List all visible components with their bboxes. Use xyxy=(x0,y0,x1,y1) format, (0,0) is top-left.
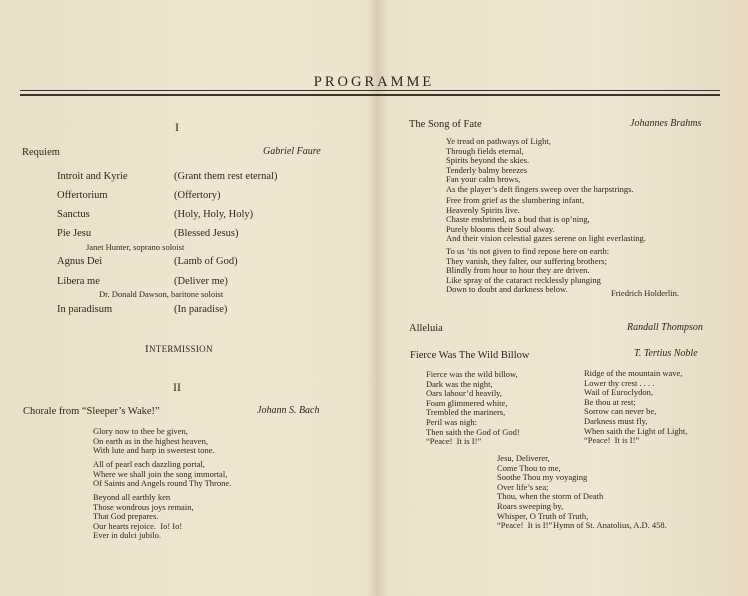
movement-name: In paradisum xyxy=(57,304,113,315)
alleluia-composer: Randall Thompson xyxy=(627,322,703,333)
song-of-fate-composer: Johannes Brahms xyxy=(630,118,702,129)
title-rule-thin xyxy=(20,90,720,91)
movement-translation: (Deliver me) xyxy=(174,276,228,287)
song-of-fate-title: The Song of Fate xyxy=(409,119,482,130)
movement-name: Sanctus xyxy=(57,209,90,220)
requiem-composer: Gabriel Faure xyxy=(263,146,321,157)
billow-stanza-right: Ridge of the mountain wave, Lower thy crest . . . . Wail of Euroclydon, Be thou at rest; Sorrow can never be, Darkness must fly, When saith the Light of Light, “Peace! It is I!” xyxy=(584,368,688,446)
movement-name: Libera me xyxy=(57,276,100,287)
movement-name: Offertorium xyxy=(57,190,108,201)
billow-stanza-left: Fierce was the wild billow, Dark was the night, Oars labour’d heavily, Foam glimmered white, Trembled the mariners, Peril was nigh: Then saith the God of God! “Peace! It is I!” xyxy=(426,369,520,447)
fate-stanza: Free from grief as the slumbering infant, Heavenly Spirits live. Chaste enshrined, as a bud that is op’ning, Purely blooms their Soul alway. And their vision celestial gazes serene on light everlasting. xyxy=(446,195,646,244)
billow-title: Fierce Was The Wild Billow xyxy=(410,350,530,361)
movement-translation: (In paradise) xyxy=(174,304,228,315)
hymn-credit: Hymn of St. Anatolius, A.D. 458. xyxy=(553,520,667,530)
chorale-stanza: Glory now to thee be given, On earth as in the highest heaven, With lute and harp in sweetest tone. xyxy=(93,426,215,456)
movement-translation: (Holy, Holy, Holy) xyxy=(174,209,254,220)
page-title: PROGRAMME xyxy=(313,74,435,90)
chorale-stanza: All of pearl each dazzling portal, Where we shall join the song immortal, Of Saints and Angels round Thy Throne. xyxy=(93,459,232,489)
movement-translation: (Grant them rest eternal) xyxy=(174,171,278,182)
requiem-title: Requiem xyxy=(22,147,60,158)
part-two-numeral: II xyxy=(173,380,181,394)
chorale-composer: Johann S. Bach xyxy=(257,405,320,416)
movement-translation: (Lamb of God) xyxy=(174,256,238,267)
fate-stanza: Ye tread on pathways of Light, Through fields eternal, Spirits beyond the skies. Tenderly balmy breezes Fan your calm brows, As the player’s deft fingers sweep over the harpstrings. xyxy=(446,136,634,194)
poet-credit: Friedrich Holderlin. xyxy=(611,288,679,298)
alleluia-title: Alleluia xyxy=(409,323,443,334)
billow-final-stanza: Jesu, Deliverer, Come Thou to me, Soothe Thou my voyaging Over life’s sea; Thou, when the storm of Death Roars sweeping by, Whisper, O Truth of Truth, “Peace! It is I!” xyxy=(497,453,604,531)
movement-name: Introit and Kyrie xyxy=(57,171,128,182)
movement-translation: (Offertory) xyxy=(174,190,221,201)
fate-stanza: To us ’tis not given to find repose here on earth: They vanish, they falter, our suffering brothers; Blindly from hour to hour they are driven. Like spray of the cataract recklessly plunging Down to doubt and darkness below. xyxy=(446,246,610,295)
soloist-credit: Dr. Donald Dawson, baritone soloist xyxy=(99,289,224,299)
movement-name: Pie Jesu xyxy=(57,228,92,239)
soloist-credit: Janet Hunter, soprano soloist xyxy=(86,242,185,252)
chorale-stanza: Beyond all earthly ken Those wondrous joys remain, That God prepares. Our hearts rejoice. Io! Io! Ever in dulci jubilo. xyxy=(93,492,194,541)
title-rule-thick xyxy=(20,94,720,96)
part-one-numeral: I xyxy=(175,120,179,134)
movement-translation: (Blessed Jesus) xyxy=(174,228,239,239)
billow-composer: T. Tertius Noble xyxy=(634,348,698,359)
intermission-label: INTERMISSION xyxy=(145,343,213,355)
movement-name: Agnus Dei xyxy=(57,256,103,267)
chorale-title: Chorale from “Sleeper’s Wake!” xyxy=(23,406,160,417)
